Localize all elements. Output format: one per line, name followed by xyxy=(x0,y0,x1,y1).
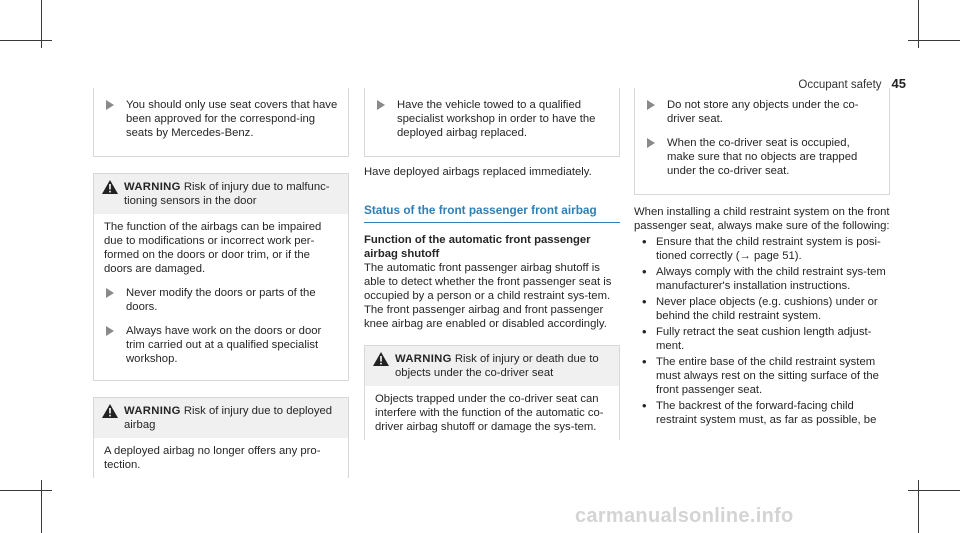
step-arrow-icon xyxy=(106,326,114,336)
warning-body: The function of the airbags can be impaired due to modifications or incorrect work per-formed on the doors or door trim, or if the doors are damaged. Never modify the doors or parts of the doors. Always have work on the doors or door trim carried out at a qualified specialist workshop. xyxy=(94,214,348,380)
warning-header: WARNING Risk of injury due to deployed airbag xyxy=(94,398,348,438)
instruction-box xyxy=(364,88,620,157)
warning-triangle-icon xyxy=(373,352,389,366)
instruction-step: You should only use seat covers that have been approved for the correspond-ing seats by Mercedes-Benz. xyxy=(104,98,338,140)
instruction-step: Always have work on the doors or door trim carried out at a qualified specialist workshop. xyxy=(104,324,338,366)
section-heading: Status of the front passenger front airbag xyxy=(364,203,620,223)
instruction-box xyxy=(93,88,349,157)
step-arrow-icon xyxy=(377,100,385,110)
warning-triangle-icon xyxy=(102,404,118,418)
warning-header: WARNING Risk of injury due to malfunc-tioning sensors in the door xyxy=(94,174,348,214)
step-arrow-icon xyxy=(106,100,114,110)
warning-box xyxy=(364,345,620,440)
instruction-box xyxy=(634,88,890,195)
list-item: • The entire base of the child restraint system must always rest on the sitting surface of the front passenger seat. xyxy=(634,355,890,397)
warning-body: Objects trapped under the co-driver seat can interfere with the function of the automatic co-driver airbag shutoff or damage the sys-tem. xyxy=(375,393,604,433)
crop-mark xyxy=(918,480,919,533)
instruction-step: Do not store any objects under the co-driver seat. xyxy=(645,98,879,126)
list-item: • The backrest of the forward-facing child restraint system must, as far as possible, be xyxy=(634,399,890,427)
bullet-list xyxy=(634,235,890,427)
instruction-step: Never modify the doors or parts of the doors. xyxy=(104,286,338,314)
warning-triangle-icon xyxy=(102,180,118,194)
paragraph: Have deployed airbags replaced immediately. xyxy=(364,166,592,178)
column-3 xyxy=(634,88,890,427)
paragraph: When installing a child restraint system on the front passenger seat, always make sure of the following: xyxy=(634,206,890,232)
list-item: • Always comply with the child restraint sys-tem manufacturer's installation instructions. xyxy=(634,265,890,293)
instruction-step: When the co-driver seat is occupied, make sure that no objects are trapped under the co-driver seat. xyxy=(645,136,879,178)
paragraph: The automatic front passenger airbag shutoff is able to detect whether the front passenger seat is occupied by a person or a child restraint sys-tem. The front passenger airbag and front passenger knee airbag are enabled or disabled accordingly. xyxy=(364,262,612,330)
step-arrow-icon xyxy=(647,100,655,110)
section-name: Occupant safety xyxy=(798,79,882,91)
list-item: • Ensure that the child restraint system is posi-tioned correctly (→ page 51). xyxy=(634,235,890,263)
page-number: 45 xyxy=(891,76,906,91)
step-arrow-icon xyxy=(106,288,114,298)
crop-mark xyxy=(0,490,52,491)
crop-mark xyxy=(0,40,52,41)
crop-mark xyxy=(908,490,960,491)
list-item: • Fully retract the seat cushion length adjust-ment. xyxy=(634,325,890,353)
warning-body: A deployed airbag no longer offers any pro-tection. xyxy=(104,445,321,471)
instruction-step: Have the vehicle towed to a qualified specialist workshop in order to have the deployed airbag replaced. xyxy=(375,98,609,140)
warning-header: WARNING Risk of injury or death due to objects under the co-driver seat xyxy=(365,346,619,386)
warning-box xyxy=(93,173,349,381)
subheading: Function of the automatic front passenger airbag shutoff xyxy=(364,234,591,260)
column-2 xyxy=(364,88,620,440)
warning-box xyxy=(93,397,349,478)
list-item: • Never place objects (e.g. cushions) under or behind the child restraint system. xyxy=(634,295,890,323)
watermark: carmanualsonline.info xyxy=(575,505,794,527)
column-1 xyxy=(93,88,349,478)
crop-mark xyxy=(41,480,42,533)
crop-mark xyxy=(908,40,960,41)
step-arrow-icon xyxy=(647,138,655,148)
